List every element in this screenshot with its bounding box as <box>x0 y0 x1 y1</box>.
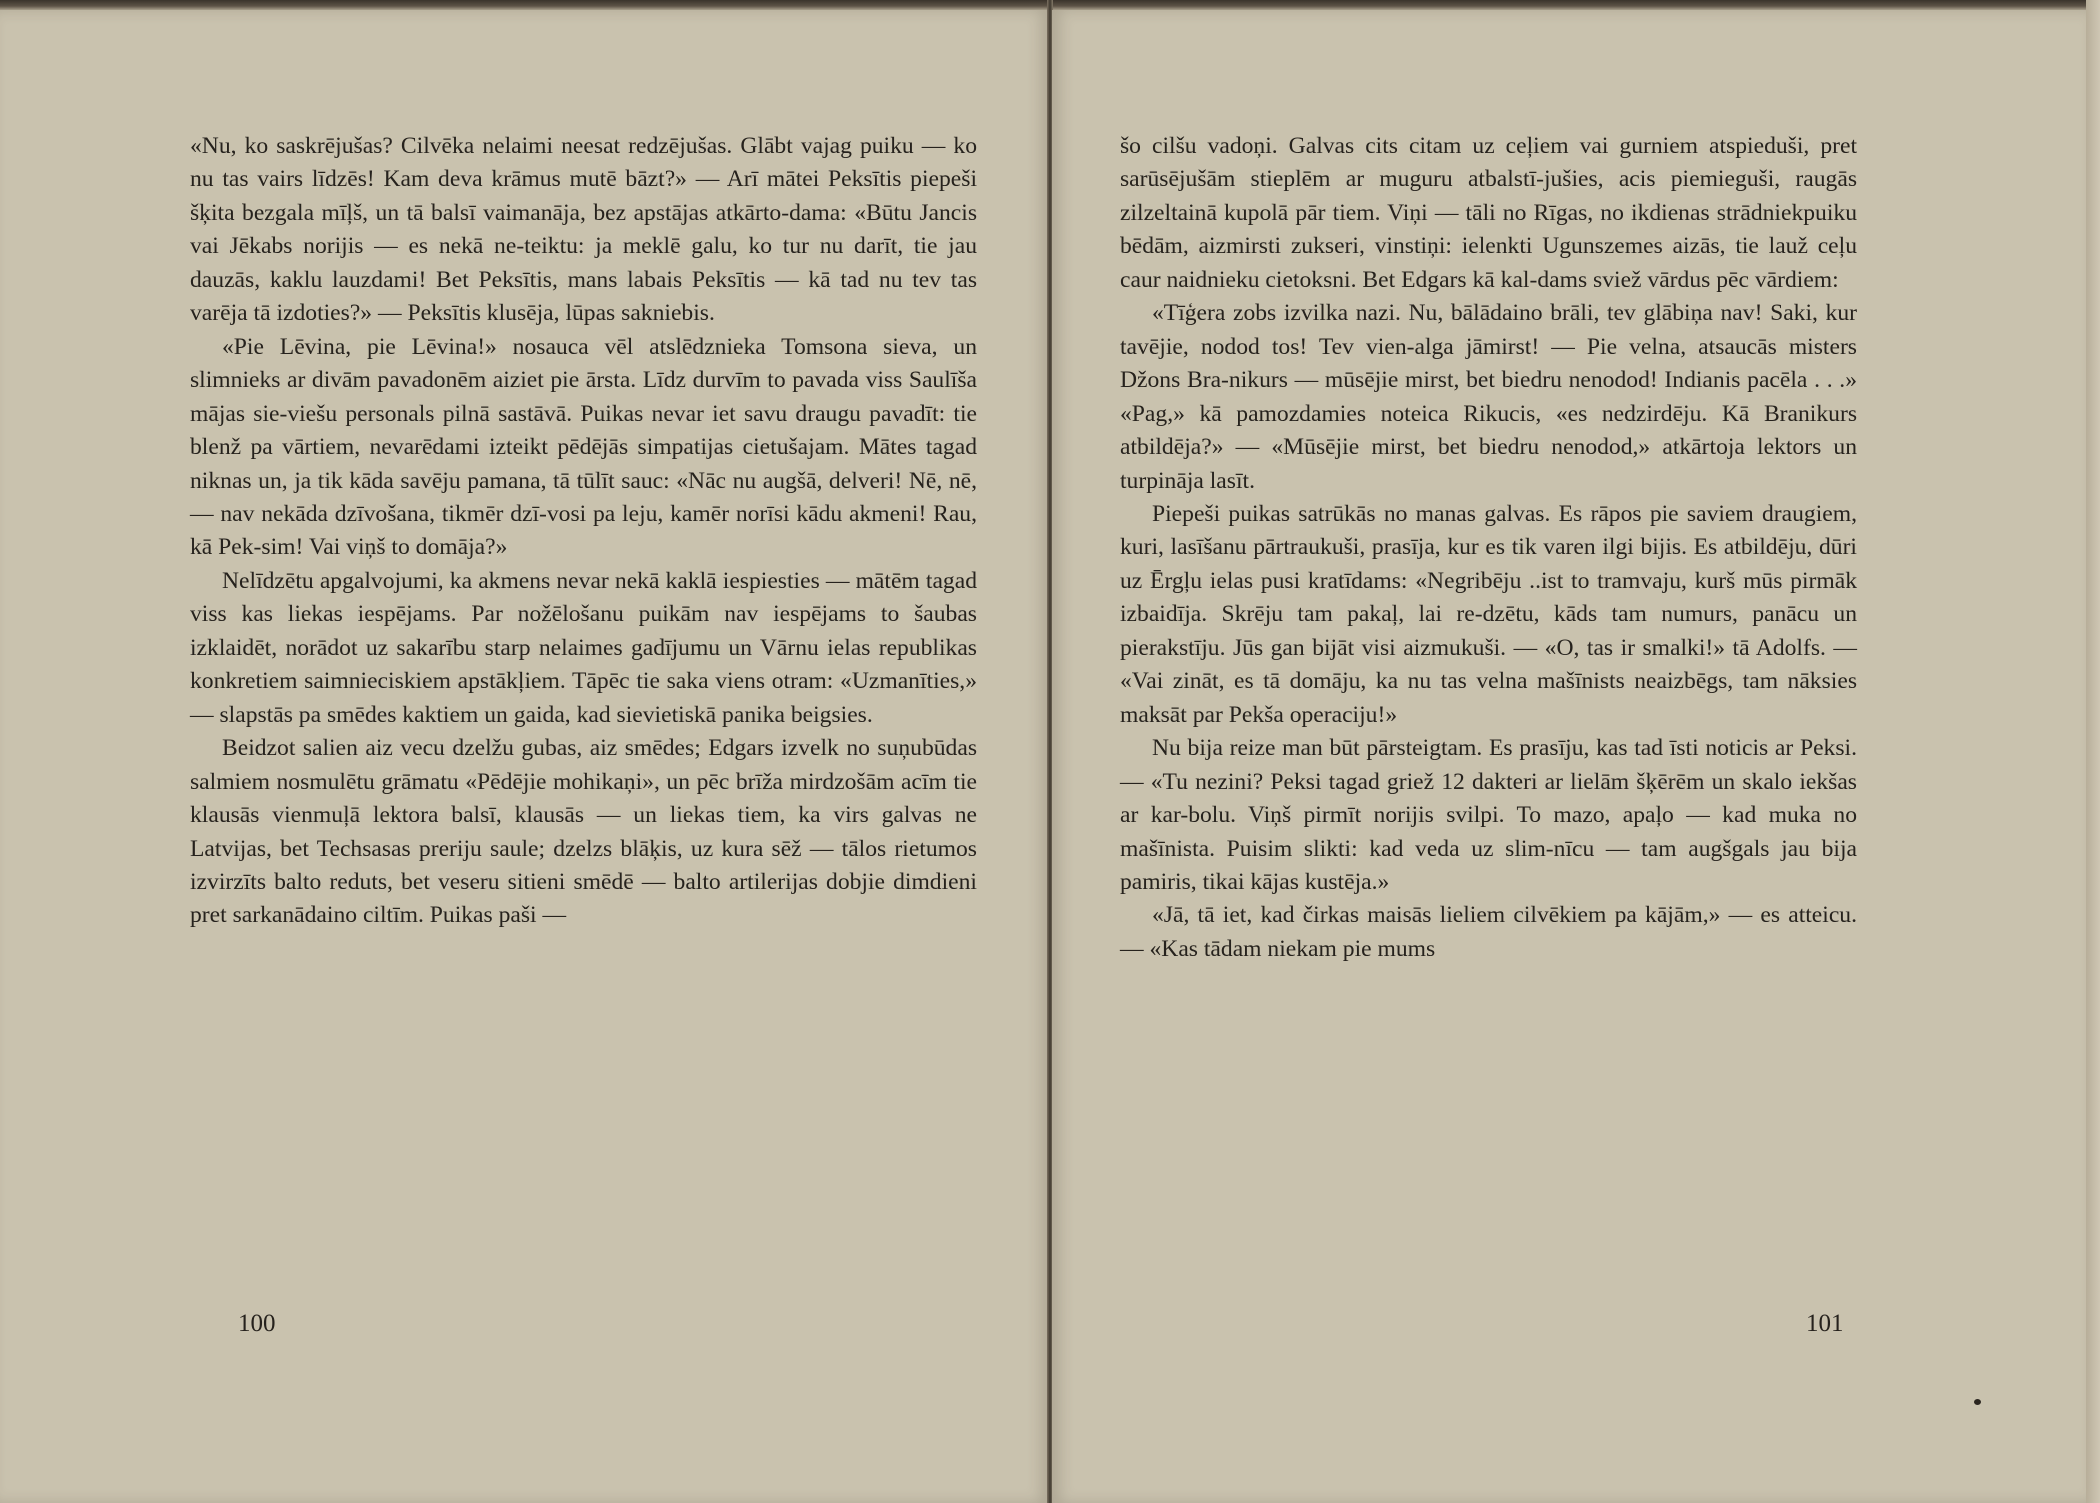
left-paragraph-2: «Pie Lēvina, pie Lēvina!» nosauca vēl atslēdznieka Tomsona sieva, un slimnieks ar divām pavadonēm aiziet pie ārsta. Līdz durvīm to pavada viss Saulīša mājas sie-viešu personals pilnā sastāvā. Puikas nevar iet savu draugu pavadīt: tie blenž pa vārtiem, nevarēdami izteikt pēdējās simpatijas cietušajam. Mātes tagad niknas un, ja tik kāda savēju pamana, tā tūlīt sauc: «Nāc nu augšā, delveri! Nē, nē, — nav nekāda dzīvošana, tikmēr dzī-vosi pa leju, kamēr norīsi kādu akmeni! Rau, kā Pek-sim! Vai viņš to domāja?» <box>190 333 977 561</box>
left-paragraph-3: Nelīdzētu apgalvojumi, ka akmens nevar nekā kaklā iespiesties — mātēm tagad viss kas liekas iespējams. Par nožēlošanu puikām nav iespējams to šaubas izklaidēt, norādot uz sakarību starp nelaimes gadījumu un Vārnu ielas republikas konkretiem saimnieciskiem apstākļiem. Tāpēc tie saka viens otram: «Uzmanīties,» — slapstās pa smēdes kaktiem un gaida, kad sievietiskā panika beigsies. <box>190 567 977 728</box>
right-paragraph-3: Piepeši puikas satrūkās no manas galvas. Es rāpos pie saviem draugiem, kuri, lasīšanu pārtraukuši, prasīja, kur es tik varen ilgi bijis. Es atbildēju, dūri uz Ērgļu ielas pusi kratīdams: «Negribēju ..ist to tramvaju, kurš mūs pirmāk izbaidīja. Skrēju tam pakaļ, lai re-dzētu, kāds tam numurs, panācu un pierakstīju. Jūs gan bijāt visi aizmukuši. — «O, tas ir smalki!» tā Adolfs. — «Vai zināt, es tā domāju, ka nu tas velna mašīnists neaizbēgs, tam nāksies maksāt par Pekša operaciju!» <box>1120 500 1857 728</box>
left-paragraph-4: Beidzot salien aiz vecu dzelžu gubas, aiz smēdes; Edgars izvelk no suņubūdas salmiem nosmulētu grāmatu «Pēdējie mohikaņi», un pēc brīža mirdzošām acīm tie klausās vienmuļā lektora balsī, klausās — un liekas tiem, ka virs galvas ne Latvijas, bet Techsasas preriju saule; dzelzs blāķis, uz kura sēž — tālos rietumos izvirzīts balto reduts, bet veseru sitieni smēdē — balto artilerijas dobjie dimdieni pret sarkanādaino ciltīm. Puikas paši — <box>190 735 977 929</box>
right-paragraph-1: šo cilšu vadoņi. Galvas cits citam uz ceļiem vai gurniem atspieduši, pret sarūsējušām stieplēm ar muguru atbalstī-jušies, acis piemieguši, raugās zilzeltainā kupolā pār tiem. Viņi — tāli no Rīgas, no ikdienas strādniekpuiku bēdām, aizmirsti zukseri, vinstiņi: ielenkti Ugunszemes aizās, tie lauž ceļu caur naidnieku cietoksni. Bet Edgars kā kal-dams sviež vārdus pēc vārdiem: <box>1120 133 1857 293</box>
right-page-text <box>1120 130 1857 966</box>
right-page-number: 101 <box>1806 1310 1844 1337</box>
right-paragraph-4: Nu bija reize man būt pārsteigtam. Es prasīju, kas tad īsti noticis ar Peksi. — «Tu nezini? Peksi tagad griež 12 dakteri ar lielām šķērēm un skalo iekšas ar kar-bolu. Viņš pirmīt norijis svilpi. To mazo, apaļo — kad muka no mašīnista. Puisim slikti: kad veda uz slim-nīcu — tam augšgals jau bija pamiris, tikai kājas kustēja.» <box>1120 735 1857 895</box>
ink-speck <box>1974 1399 1981 1405</box>
left-page-text <box>190 130 977 933</box>
book-right-edge <box>2086 0 2100 1503</box>
right-paragraph-5: «Jā, tā iet, kad čirkas maisās lieliem cilvēkiem pa kājām,» — es atteicu. — «Kas tādam niekam pie mums <box>1120 902 1857 962</box>
right-paragraph-2: «Tīģera zobs izvilka nazi. Nu, bālādaino brāli, tev glābiņa nav! Saki, kur tavējie, nodod tos! Tev vien-alga jāmirst! — Pie velna, atsaucās misters Džons Bra-nikurs — mūsējie mirst, bet biedru nenodod! Indianis pacēla . . .» «Pag,» kā pamozdamies noteica Rikucis, «es nedzirdēju. Kā Branikurs atbildēja?» — «Mūsējie mirst, bet biedru nenodod,» atkārtoja lektors un turpināja lasīt. <box>1120 300 1857 494</box>
left-paragraph-1: «Nu, ko saskrējušas? Cilvēka nelaimi neesat redzējušas. Glābt vajag puiku — ko nu tas vairs līdzēs! Kam deva krāmus mutē bāzt?» — Arī mātei Peksītis piepeši šķita bezgala mīļš, un tā balsī vaimanāja, bez apstājas atkārto-dama: «Būtu Jancis vai Jēkabs norijis — es nekā ne-teiktu: ja meklē galu, ko tur nu darīt, tie jau dauzās, kaklu lauzdami! Bet Peksītis, mans labais Peksītis — kā tad nu tev tas varēja tā izdoties?» — Peksītis klusēja, lūpas sakniebis. <box>190 133 977 327</box>
left-page-number: 100 <box>238 1310 276 1337</box>
